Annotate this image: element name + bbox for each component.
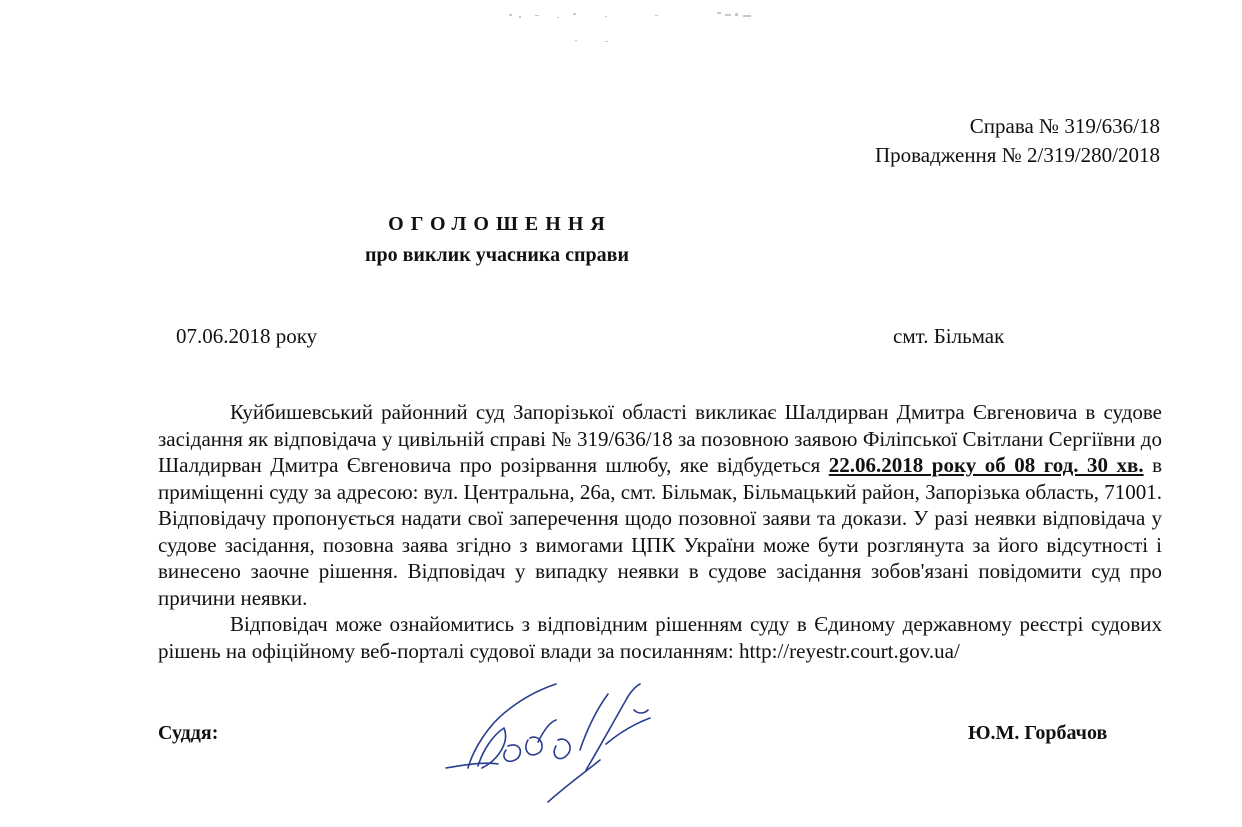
paragraph-summons [158,399,1162,611]
document-subtitle: про виклик учасника справи [364,244,630,266]
summons-text-end: в приміщенні суду за адресою: вул. Центральна, 26а, смт. Більмак, Більмацький район, Запорізька область, 71001. Відповідачу пропонується надати свої заперечення щодо позовної заяви та докази. У разі неявки відповідача у судове засідання, позовна заява згідно з вимогами ЦПК України може бути розглянута за його відсутності і винесено заочне рішення. Відповідач у випадку неявки в судове засідання зобов'язані повідомити суд про причини неявки. [158,453,1163,610]
announcement-body [158,399,1162,664]
document-place: смт. Більмак [893,324,1005,348]
document-title: ОГОЛОШЕННЯ [388,213,612,235]
case-info [875,112,1160,170]
proceeding-number: Провадження № 2/319/280/2018 [874,143,1160,167]
case-number: Справа № 319/636/18 [969,114,1160,138]
document-date: 07.06.2018 року [176,324,318,348]
judge-signature [438,680,678,810]
summons-text-start: Куйбишевський районний суд Запорізької області викликає Шалдирван Дмитра Євгеновича в судове засідання як відповідача у цивільній справі № 319/636/18 за позовною заявою Філіпської Світлани Сергіївни до Шалдирван Дмитра Євгеновича про розірвання шлюбу, яке відбудеться [158,400,1162,477]
hearing-datetime: 22.06.2018 року об 08 год. 30 хв. [828,453,1144,477]
scan-artifact [505,6,775,46]
judge-label: Суддя: [158,722,219,744]
paragraph-registry: Відповідач може ознайомитись з відповідним рішенням суду в Єдиному державному реєстрі судових рішень на офіційному веб-порталі судової влади за посиланням: http://reyestr.court.gov.ua/ [158,612,1162,663]
judge-name: Ю.М. Горбачов [968,722,1108,744]
